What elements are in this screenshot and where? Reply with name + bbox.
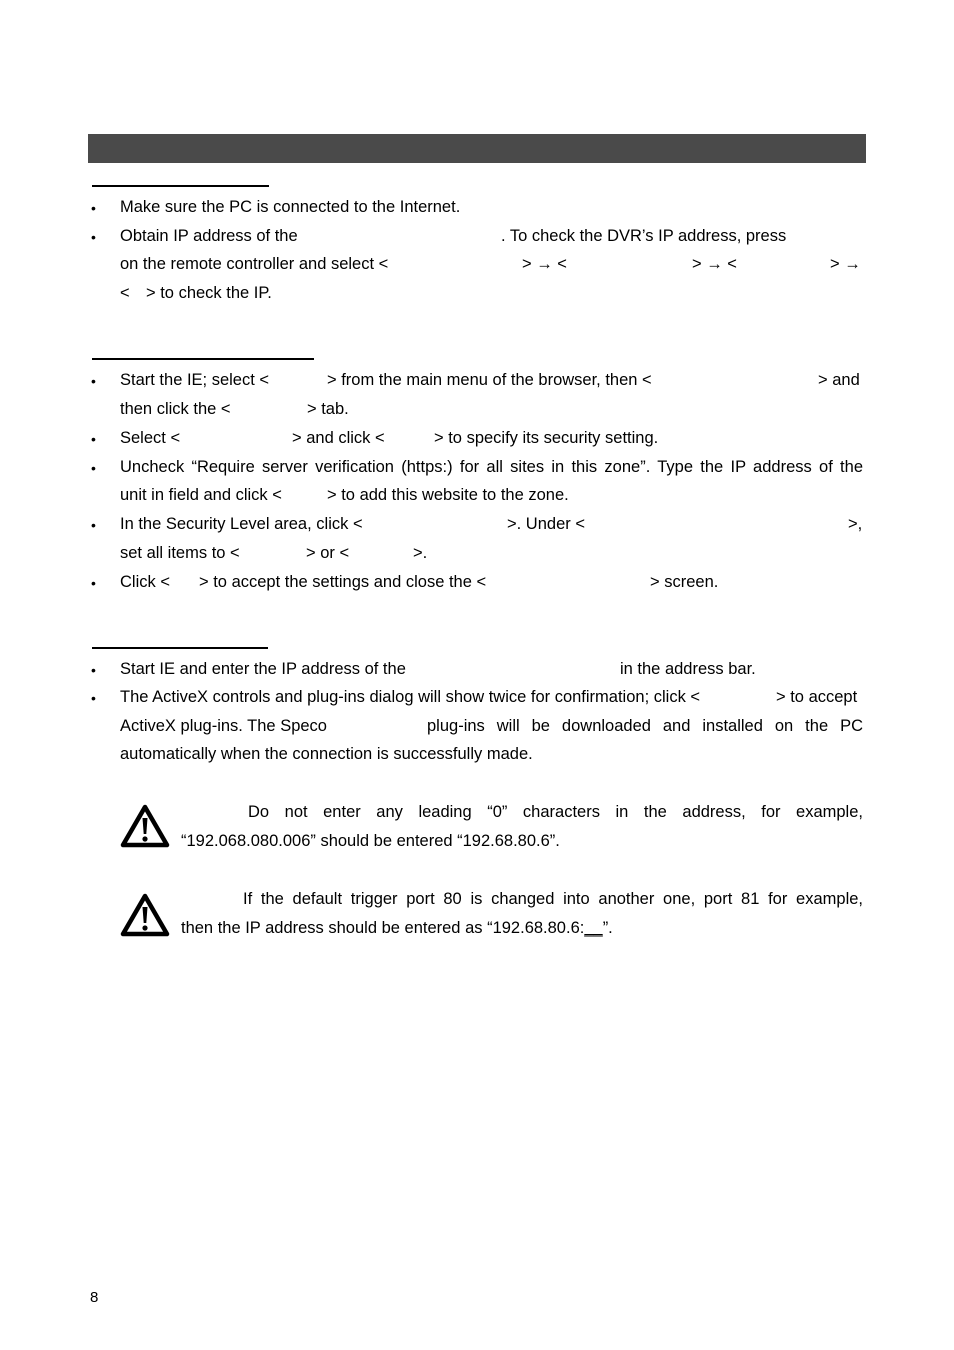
subheading-rule-2 [92, 358, 314, 360]
text-segment: plug-ins will be downloaded and installed on the PC [427, 717, 863, 735]
text-segment: . To check the DVR’s IP address, press [501, 227, 787, 245]
text-segment: >. [413, 544, 428, 562]
text-segment: > to accept [776, 688, 858, 706]
text-segment: The ActiveX controls and plug-ins dialog will show twice for confirmation; click < [120, 688, 701, 706]
text-segment: ActiveX plug-ins. The Speco [120, 717, 327, 735]
text-segment: > or < [306, 544, 350, 562]
text-segment: Click < [120, 573, 170, 591]
text-segment: > to add this website to the zone. [327, 486, 569, 504]
note-text: ”. [602, 919, 613, 937]
text-segment: > from the main menu of the browser, then < [327, 371, 652, 389]
bullet: • [91, 517, 96, 533]
text-segment: in the address bar. [620, 660, 756, 678]
text-segment: then click the < [120, 400, 231, 418]
text-segment: > screen. [650, 573, 719, 591]
bullet: • [91, 373, 96, 389]
text-line: Make sure the PC is connected to the Internet. [120, 198, 461, 216]
text-segment: Obtain IP address of the [120, 227, 298, 245]
text-segment: > to specify its security setting. [434, 429, 659, 447]
warning-icon [120, 893, 170, 937]
bullet: • [91, 200, 96, 216]
text-segment: > tab. [307, 400, 349, 418]
text-segment: automatically when the connection is successfully made. [120, 745, 533, 763]
text-segment: > → < [692, 255, 737, 273]
text-segment: unit in field and click < [120, 486, 282, 504]
text-segment: set all items to < [120, 544, 240, 562]
note-line [181, 918, 613, 938]
warning-icon [120, 804, 170, 848]
text-segment: In the Security Level area, click < [120, 515, 363, 533]
note-line: Do not enter any leading “0” characters in the address, for example, [248, 803, 863, 821]
text-segment: > to accept the settings and close the < [199, 573, 487, 591]
text-segment: >. Under < [507, 515, 585, 533]
text-segment: Start the IE; select < [120, 371, 270, 389]
text-segment: > and click < [292, 429, 385, 447]
text-segment: > → [830, 255, 861, 273]
text-segment: Select < [120, 429, 181, 447]
text-segment: > and [818, 371, 860, 389]
text-segment: > → < [522, 255, 567, 273]
text-segment: >, [848, 515, 863, 533]
text-segment: > to check the IP. [146, 284, 272, 302]
bullet: • [91, 431, 96, 447]
subheading-rule-1 [92, 185, 269, 187]
text-segment: on the remote controller and select < [120, 255, 389, 273]
note-text: then the IP address should be entered as “192.68.80.6: [181, 919, 585, 937]
bullet: • [91, 690, 96, 706]
subheading-rule-3 [92, 647, 268, 649]
section-title-bar [88, 134, 866, 163]
port-placeholder: __ [584, 919, 603, 937]
bullet: • [91, 575, 96, 591]
bullet: • [91, 460, 96, 476]
text-line: Uncheck “Require server verification (https:) for all sites in this zone”. Type the IP address of the [120, 458, 863, 476]
note-line: If the default trigger port 80 is changed into another one, port 81 for example, [243, 890, 863, 908]
page-number: 8 [90, 1289, 99, 1306]
text-segment: Start IE and enter the IP address of the [120, 660, 406, 678]
text-segment: < [120, 284, 130, 302]
note-line: “192.068.080.006” should be entered “192.68.80.6”. [181, 832, 560, 850]
bullet: • [91, 229, 96, 245]
bullet: • [91, 662, 96, 678]
